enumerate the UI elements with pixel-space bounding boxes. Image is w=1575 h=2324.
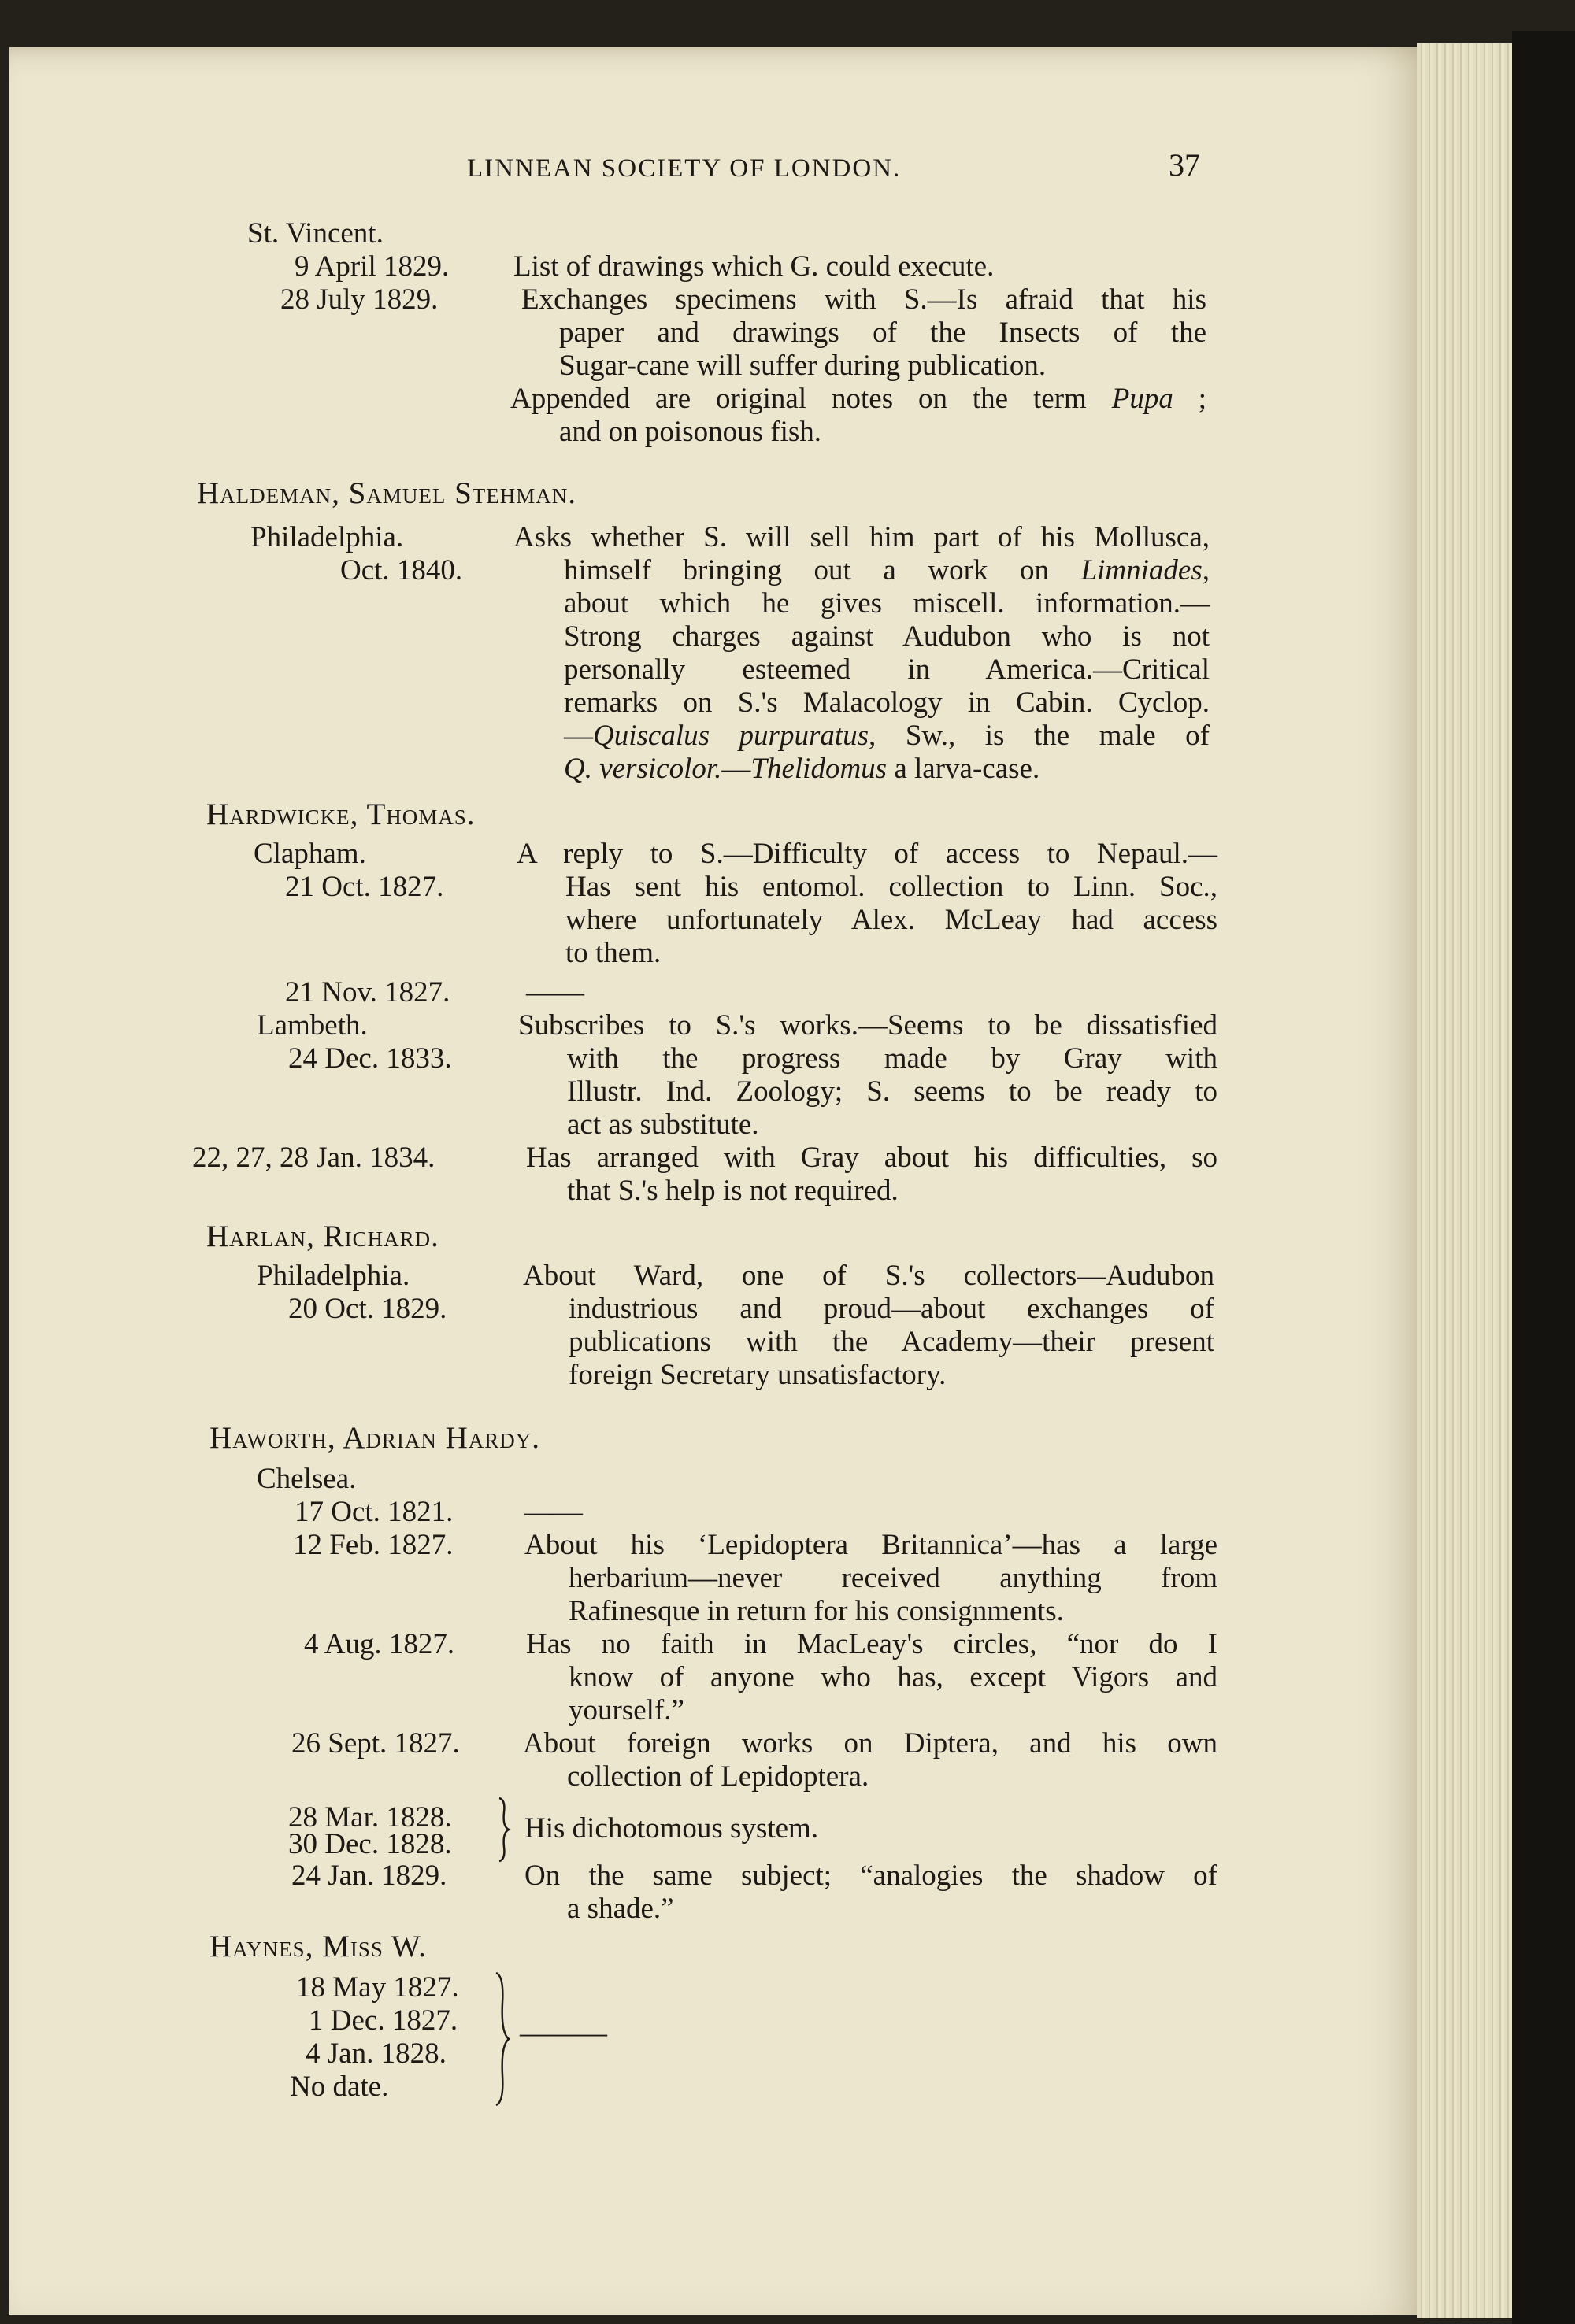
entry-text: About foreign works on Diptera, and his own xyxy=(523,1727,1217,1760)
entry-text-part: ; xyxy=(1173,383,1207,415)
entry-text: Illustr. Ind. Zoology; S. seems to be ready to xyxy=(567,1075,1217,1108)
entry-text: about which he gives miscell. information.— xyxy=(564,587,1210,620)
entry-date: 20 Oct. 1829. xyxy=(288,1293,447,1325)
entry-text: Has no faith in MacLeay's circles, “nor do I xyxy=(526,1628,1217,1660)
entry-text: List of drawings which G. could execute. xyxy=(513,250,995,283)
entry-dash: ——— xyxy=(520,2017,607,2049)
entry-text: herbarium—never received anything from xyxy=(569,1562,1217,1594)
entry-text: to them. xyxy=(565,937,662,969)
brace xyxy=(491,1971,513,2107)
entry-text: personally esteemed in America.—Critical xyxy=(564,653,1210,686)
entry-date: 24 Jan. 1829. xyxy=(291,1860,447,1892)
entry-place: Lambeth. xyxy=(257,1009,368,1042)
entry-date: 12 Feb. 1827. xyxy=(293,1529,454,1561)
entry-text: A reply to S.—Difficulty of access to Nepaul.— xyxy=(517,838,1217,870)
entry-date: 18 May 1827. xyxy=(296,1971,459,2004)
entry-text-italic: Q. versicolor. xyxy=(564,753,722,785)
entry-date: 17 Oct. 1821. xyxy=(295,1496,454,1528)
entry-text: About Ward, one of S.'s collectors—Audubon xyxy=(523,1260,1214,1292)
entry-text: Strong charges against Audubon who is not xyxy=(564,620,1210,653)
entry-text-part: himself bringing out a work on xyxy=(564,554,1081,587)
entry-date: 4 Aug. 1827. xyxy=(304,1628,455,1660)
entry-date: 30 Dec. 1828. xyxy=(288,1828,452,1860)
entry-text: a shade.” xyxy=(567,1893,674,1925)
entry-text: Rafinesque in return for his consignments. xyxy=(569,1595,1064,1627)
entry-date: 24 Dec. 1833. xyxy=(288,1042,452,1075)
entry-text: Has arranged with Gray about his difficulties, so xyxy=(526,1142,1217,1174)
entry-text: On the same subject; “analogies the shadow of xyxy=(524,1860,1217,1892)
entry-text: Sugar-cane will suffer during publication. xyxy=(559,350,1047,382)
entry-place: St. Vincent. xyxy=(247,217,384,250)
entry-text-italic: Pupa xyxy=(1111,383,1173,415)
entry-text: that S.'s help is not required. xyxy=(567,1175,899,1207)
entry-dash: —— xyxy=(526,976,584,1008)
entry-dash: —— xyxy=(524,1496,583,1528)
entry-date: 1 Dec. 1827. xyxy=(309,2004,458,2037)
entry-text-part: — xyxy=(721,753,751,785)
entry-text: know of anyone who has, except Vigors and xyxy=(569,1661,1217,1693)
correspondent-heading: Haynes, Miss W. xyxy=(209,1930,427,1963)
entry-text: where unfortunately Alex. McLeay had access xyxy=(565,904,1217,936)
entry-text: collection of Lepidoptera. xyxy=(567,1760,869,1793)
entry-date: 22, 27, 28 Jan. 1834. xyxy=(192,1142,435,1174)
entry-place: Philadelphia. xyxy=(257,1260,410,1292)
entry-date: 21 Oct. 1827. xyxy=(285,871,444,903)
brace xyxy=(495,1797,513,1863)
entry-place: Clapham. xyxy=(254,838,366,870)
entry-text: His dichotomous system. xyxy=(524,1812,819,1845)
entry-place: Philadelphia. xyxy=(250,521,404,553)
book-cover-edge xyxy=(1512,31,1575,2324)
entry-text-part: Sw., is the male of xyxy=(876,720,1210,752)
entry-text: foreign Secretary unsatisfactory. xyxy=(569,1359,947,1391)
entry-text: act as substitute. xyxy=(567,1108,759,1141)
entry-text: remarks on S.'s Malacology in Cabin. Cyclop. xyxy=(564,686,1210,719)
entry-text: Subscribes to S.'s works.—Seems to be dissatisfied xyxy=(518,1009,1217,1042)
correspondent-heading: Haldeman, Samuel Stehman. xyxy=(197,476,577,510)
entry-place: Chelsea. xyxy=(257,1463,357,1495)
entry-text-part: a larva-case. xyxy=(887,753,1040,785)
entry-text-italic: Thelidomus xyxy=(750,753,888,785)
entry-text xyxy=(510,383,1206,416)
page-edges xyxy=(1418,43,1512,2318)
entry-text xyxy=(564,554,1210,587)
entry-date: 28 July 1829. xyxy=(280,283,439,316)
entry-text-part: — xyxy=(564,720,593,752)
entry-date: 28 Mar. 1828. xyxy=(288,1801,452,1834)
entry-date: 26 Sept. 1827. xyxy=(291,1727,460,1760)
entry-text-italic: Quiscalus purpuratus, xyxy=(593,720,876,752)
entry-text: Has sent his entomol. collection to Linn. Soc., xyxy=(565,871,1217,903)
entry-date: 9 April 1829. xyxy=(295,250,450,283)
entry-text: industrious and proud—about exchanges of xyxy=(569,1293,1214,1325)
entry-text: Asks whether S. will sell him part of his Mollusca, xyxy=(513,521,1210,553)
entry-date: No date. xyxy=(290,2071,389,2103)
correspondent-heading: Haworth, Adrian Hardy. xyxy=(209,1421,541,1455)
correspondent-heading: Harlan, Richard. xyxy=(206,1219,439,1253)
entry-date: 21 Nov. 1827. xyxy=(285,976,450,1008)
entry-text: yourself.” xyxy=(569,1694,684,1726)
entry-text xyxy=(564,720,1210,753)
page-number: 37 xyxy=(1169,147,1200,183)
running-header: LINNEAN SOCIETY OF LONDON. xyxy=(467,154,902,183)
entry-text: Exchanges specimens with S.—Is afraid that his xyxy=(521,283,1206,316)
entry-text: About his ‘Lepidoptera Britannica’—has a large xyxy=(524,1529,1217,1561)
entry-text-italic: Limniades, xyxy=(1080,554,1210,587)
entry-text xyxy=(564,753,1040,786)
entry-text: paper and drawings of the Insects of the xyxy=(559,316,1206,349)
entry-text: publications with the Academy—their present xyxy=(569,1326,1214,1358)
entry-date: Oct. 1840. xyxy=(340,554,463,587)
entry-date: 4 Jan. 1828. xyxy=(306,2037,447,2070)
correspondent-heading: Hardwicke, Thomas. xyxy=(206,797,476,831)
entry-text-part: Appended are original notes on the term xyxy=(510,383,1112,415)
entry-text: and on poisonous fish. xyxy=(559,416,821,448)
entry-text: with the progress made by Gray with xyxy=(567,1042,1217,1075)
